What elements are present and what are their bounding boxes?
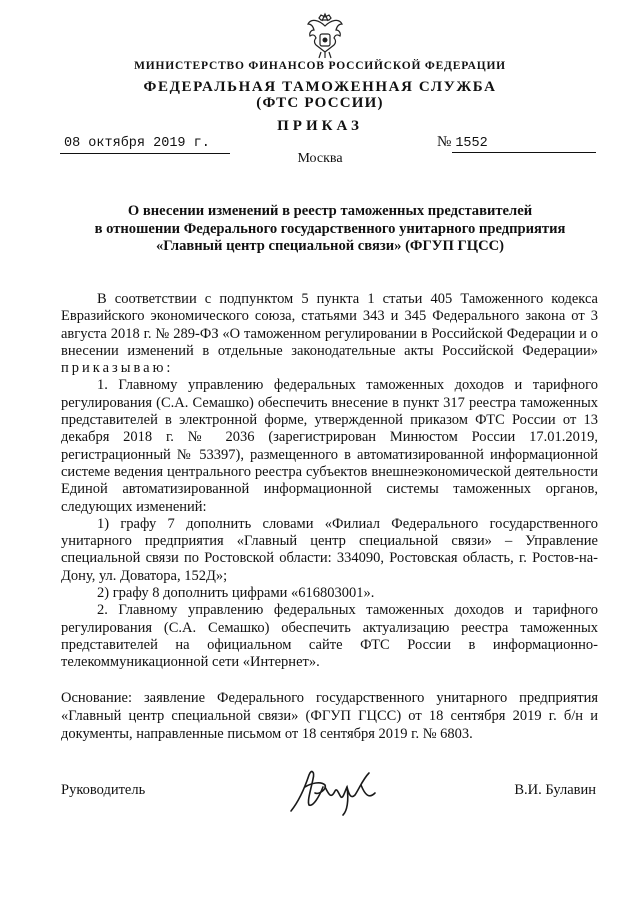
number-value: 1552 (455, 136, 488, 151)
body-paragraph: 2. Главному управлению федеральных таможенных доходов и тарифного регулирования (С.А. Семашко) обеспечить актуализацию реестра таможенных представителей на официальном сайте ФТС России в информационно-телекоммуникационной сети «Интернет». (61, 602, 598, 671)
city: Москва (297, 151, 343, 166)
document-title (60, 203, 600, 256)
body-paragraph: 2) графу 8 дополнить цифрами «616803001». (97, 585, 375, 602)
signatory-name: В.И. Булавин (514, 782, 596, 798)
document-type: ПРИКАЗ (277, 118, 363, 134)
coat-of-arms-emblem-icon (305, 12, 345, 60)
basis-text: Основание: заявление Федерального государственного унитарного предприятия «Главный центр специальной связи» (ФГУП ГЦСС) от 18 сентября 2019 г. б/н и документы, направленные письмом от 18 сентября 2019 г. № 6803. (61, 690, 598, 742)
basis-section (61, 690, 598, 743)
document-body (61, 291, 598, 672)
body-paragraph: 1. Главному управлению федеральных таможенных доходов и тарифного регулирования (С.А. Семашко) обеспечить внесение в пункт 317 реестра таможенных представителей в электронной форме, утвержденной приказом ФТС России от 13 декабря 2018 г. № 2036 (зарегистрирован Минюстом России 17.01.2019, регистрационный № 53397), размещенного в автоматизированной информационной системе ведения центрального реестра субъектов внешнеэкономической деятельности Единой автоматизированной информационной системы таможенных органов, следующих изменений: (61, 377, 598, 515)
service-name: ФЕДЕРАЛЬНАЯ ТАМОЖЕННАЯ СЛУЖБА (143, 79, 497, 95)
title-line: О внесении изменений в реестр таможенных представителей (127, 203, 533, 219)
handwritten-signature-icon (285, 765, 385, 817)
title-line: в отношении Федерального государственного унитарного предприятия (94, 220, 566, 237)
service-abbreviation: (ФТС РОССИИ) (256, 95, 384, 111)
order-date: 08 октября 2019 г. (64, 136, 210, 151)
ministry-name: МИНИСТЕРСТВО ФИНАНСОВ РОССИЙСКОЙ ФЕДЕРАЦИИ (134, 60, 506, 72)
body-paragraph: 1) графу 7 дополнить словами «Филиал Федерального государственного унитарного предприятия «Главный центр специальной связи» – Управление специальной связи по Ростовской области: 334090, Ростовская область, г. Ростов-на-Дону, ул. Доватора, 152Д»; (61, 515, 598, 584)
number-label: № (437, 134, 452, 150)
order-command: приказываю: (61, 360, 174, 377)
signatory-position: Руководитель (61, 782, 146, 798)
preamble-text: В соответствии с подпунктом 5 пункта 1 статьи 405 Таможенного кодекса Евразийского экономического союза, статьями 343 и 345 Федерального закона от 3 августа 2018 г. № 289-ФЗ «О таможенном регулировании в Российской Федерации и о внесении изменений в отдельные законодательные акты Российской Федерации» (61, 291, 598, 359)
order-number (437, 134, 488, 151)
body-paragraph (61, 291, 598, 377)
title-line: «Главный центр специальной связи» (ФГУП ГЦСС) (155, 238, 505, 254)
